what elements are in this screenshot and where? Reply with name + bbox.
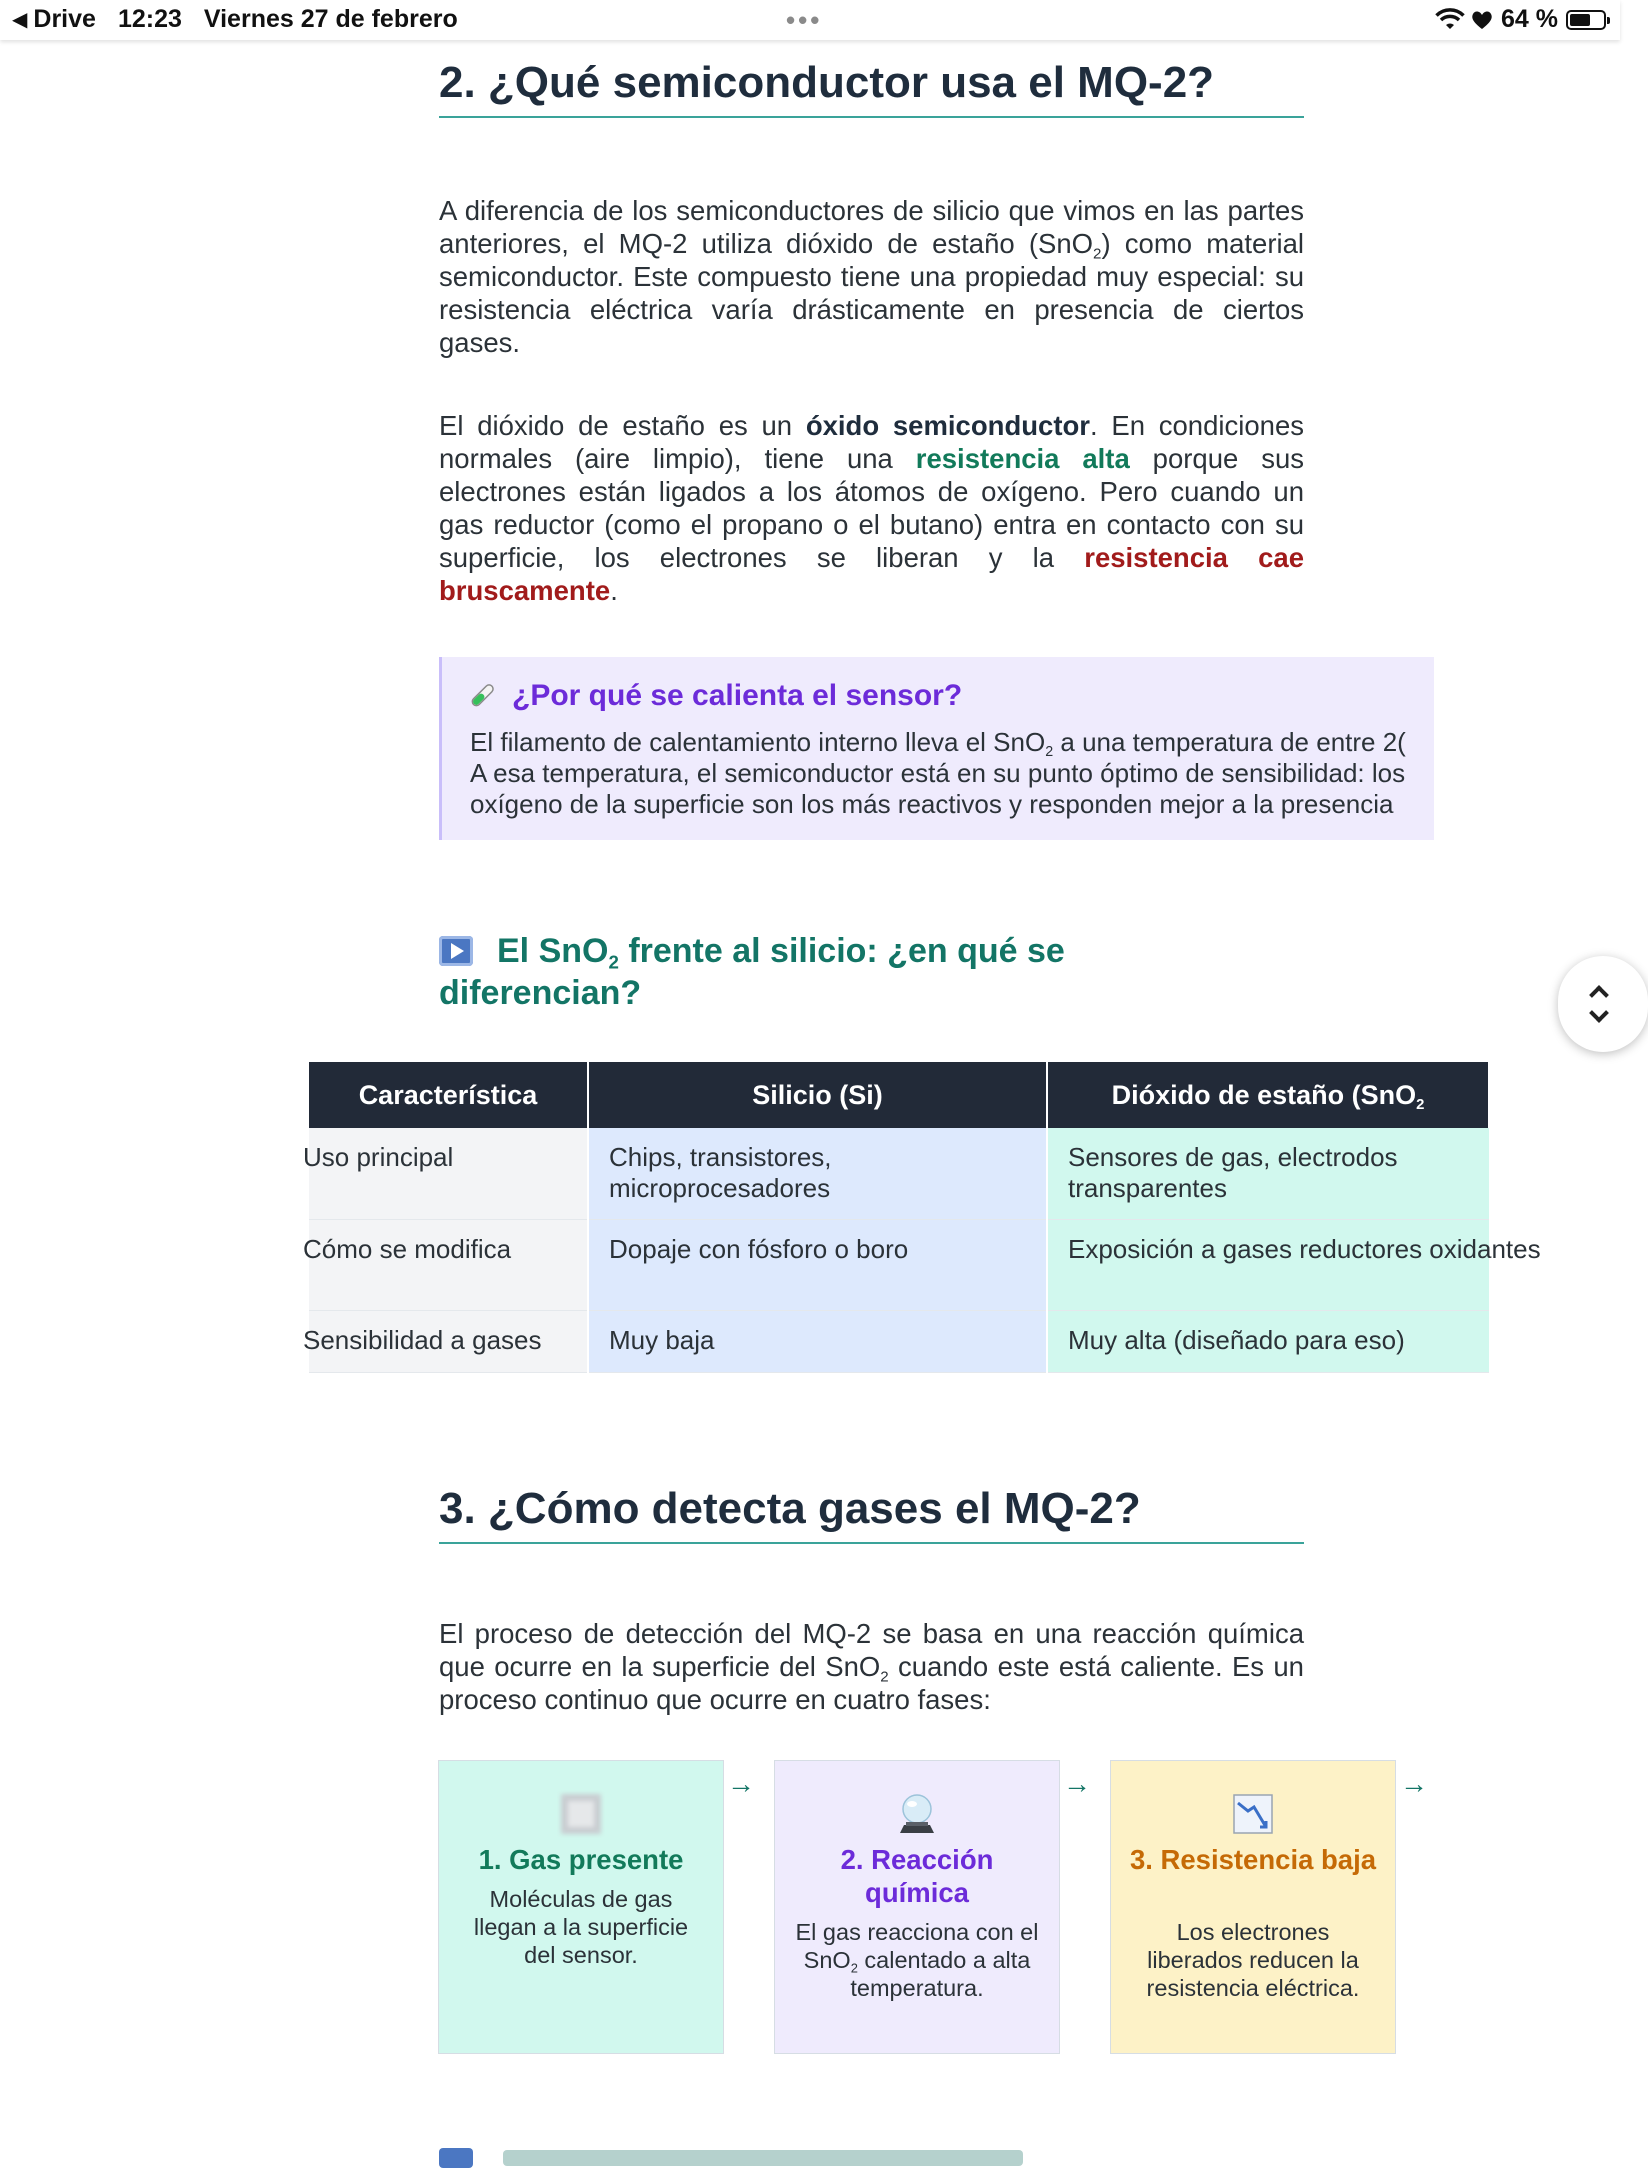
comparison-table bbox=[303, 1062, 1541, 1373]
table-header-tin-dioxide bbox=[1047, 1062, 1489, 1128]
table-row bbox=[309, 1128, 1489, 1219]
text-run: porque sus electrones están ligados a los átomos de oxígeno. Pero cuando un gas reductor (como el propano o el butano) entra en contacto con su superficie, los electrones se liberan y la bbox=[439, 443, 1304, 573]
chevron-up-icon[interactable] bbox=[1589, 985, 1609, 1005]
back-arrow-icon[interactable]: ◀ bbox=[12, 9, 28, 31]
callout-body bbox=[470, 727, 1570, 820]
table-cell: Cómo se modifica bbox=[309, 1219, 588, 1310]
text-run: frente al silicio: ¿en qué se diferencian? bbox=[439, 932, 1065, 1012]
table-header-row bbox=[309, 1062, 1489, 1128]
callout-line-3: oxígeno de la superficie son los más reactivos y responden mejor a la presencia bbox=[470, 789, 1394, 819]
text-run: Dióxido de estaño (SnO bbox=[1111, 1079, 1417, 1110]
table-row bbox=[309, 1310, 1489, 1372]
callout-line-2: A esa temperatura, el semiconductor está en su punto óptimo de sensibilidad: los bbox=[470, 758, 1406, 788]
text-run: El gas reacciona con el SnO bbox=[795, 1919, 1039, 1973]
text-run: ) como material semiconductor. Este compuesto tiene una propiedad muy especial: su resistencia eléctrica varía drásticamente en presencia de ciertos gases. bbox=[439, 228, 1304, 358]
table-header-silicon: Silicio (Si) bbox=[588, 1062, 1047, 1128]
subscript: 2 bbox=[1416, 1096, 1425, 1113]
step-title: 1. Gas presente bbox=[478, 1844, 684, 1875]
callout-title-text: ¿Por qué se calienta el sensor? bbox=[512, 679, 963, 712]
bold-term-oxide: óxido semiconductor bbox=[805, 410, 1090, 441]
play-button-icon bbox=[439, 2148, 473, 2168]
step-card-chemical-reaction bbox=[774, 1760, 1060, 2054]
comparison-subheading bbox=[439, 930, 1199, 1014]
status-date: Viernes 27 de febrero bbox=[203, 5, 458, 33]
info-callout bbox=[439, 657, 1434, 840]
text-run: A diferencia de los semiconductores de silicio que vimos en las partes anteriores, el MQ-2 utiliza dióxido de estaño (SnO bbox=[439, 195, 1304, 259]
step-card-low-resistance bbox=[1110, 1760, 1396, 2054]
crystal-ball-icon bbox=[894, 1791, 940, 1837]
bold-term-resistance-drops: resistencia cae bruscamente bbox=[439, 542, 1304, 606]
back-app-label[interactable]: Drive bbox=[33, 5, 96, 33]
subscript: 2 bbox=[850, 1960, 858, 1976]
comparison-table-container[interactable] bbox=[303, 1062, 1541, 1370]
gas-cloud-icon bbox=[558, 1791, 604, 1837]
table-cell: Uso principal bbox=[309, 1128, 588, 1219]
multitasking-dots-icon[interactable]: ••• bbox=[786, 5, 823, 35]
step-description bbox=[1129, 1918, 1377, 2002]
battery-percent: 64 % bbox=[1501, 5, 1558, 33]
test-tube-icon bbox=[468, 682, 496, 710]
text-run: El dióxido de estaño es un bbox=[439, 410, 806, 441]
table-header-feature: Característica bbox=[309, 1062, 588, 1128]
table-cell: Muy alta (diseñado para eso) bbox=[1047, 1310, 1489, 1372]
text-run: Moléculas de gas llegan a la superficie del sensor. bbox=[473, 1886, 689, 1968]
step-description bbox=[457, 1885, 705, 1969]
callout-title bbox=[468, 679, 962, 713]
section-2-paragraph-1 bbox=[439, 194, 1304, 359]
section-2-title: 2. ¿Qué semiconductor usa el MQ-2? bbox=[439, 58, 1304, 118]
section-3-title: 3. ¿Cómo detecta gases el MQ-2? bbox=[439, 1484, 1304, 1544]
step-description bbox=[793, 1918, 1041, 2002]
step-arrow: → bbox=[1063, 1768, 1091, 1799]
text-run: Los electrones liberados reducen la resistencia eléctrica. bbox=[1146, 1919, 1360, 2001]
section-2-paragraph-2 bbox=[439, 409, 1304, 607]
chevron-down-icon[interactable] bbox=[1589, 1003, 1609, 1023]
text-run: El SnO bbox=[497, 932, 609, 970]
text-run: El proceso de detección del MQ-2 se basa en una reacción química que ocurre en la superficie del SnO bbox=[439, 1618, 1304, 1682]
table-cell-text: Exposición a gases reductores oxidantes bbox=[1068, 1233, 1541, 1264]
text-run: . bbox=[610, 575, 618, 606]
text-run: calentado a alta temperatura. bbox=[850, 1947, 1031, 2001]
status-time: 12:23 bbox=[117, 5, 182, 33]
page-scroll-handle[interactable] bbox=[1558, 956, 1648, 1052]
subscript: 2 bbox=[608, 951, 619, 973]
table-cell: Muy baja bbox=[588, 1310, 1047, 1372]
subscript: 2 bbox=[1045, 744, 1054, 760]
play-button-icon bbox=[439, 936, 473, 966]
step-arrow: → bbox=[1400, 1768, 1428, 1799]
cut-off-heading-text bbox=[503, 2150, 1023, 2166]
subscript: 2 bbox=[1093, 245, 1102, 263]
table-cell bbox=[1047, 1219, 1541, 1310]
text-run: El filamento de calentamiento interno lleva el SnO bbox=[470, 727, 1046, 757]
text-run: a una temperatura de entre 2( bbox=[1053, 727, 1406, 757]
table-row bbox=[309, 1219, 1489, 1310]
table-cell: Sensores de gas, electrodos transparentes bbox=[1047, 1128, 1489, 1219]
chart-decreasing-icon bbox=[1230, 1791, 1276, 1837]
bold-term-high-resistance: resistencia alta bbox=[915, 443, 1130, 474]
step-title: 2. Reacción química bbox=[840, 1844, 994, 1908]
step-arrow: → bbox=[727, 1768, 755, 1799]
table-cell: Chips, transistores, microprocesadores bbox=[588, 1128, 1047, 1219]
callout-line-1 bbox=[470, 727, 1570, 758]
text-run: . En condiciones normales (aire limpio), tiene una bbox=[439, 410, 1304, 474]
detection-steps bbox=[438, 1760, 1434, 2056]
step-title: 3. Resistencia baja bbox=[1129, 1844, 1377, 1875]
subscript: 2 bbox=[880, 1668, 889, 1686]
table-cell: Sensibilidad a gases bbox=[309, 1310, 588, 1372]
step-card-gas-present bbox=[438, 1760, 724, 2054]
section-3-paragraph-1 bbox=[439, 1617, 1304, 1716]
text-run: cuando este está caliente. Es un proceso continuo que ocurre en cuatro fases: bbox=[439, 1651, 1304, 1715]
table-cell: Dopaje con fósforo o boro bbox=[588, 1219, 1047, 1310]
next-subheading-partial bbox=[439, 2146, 1039, 2160]
